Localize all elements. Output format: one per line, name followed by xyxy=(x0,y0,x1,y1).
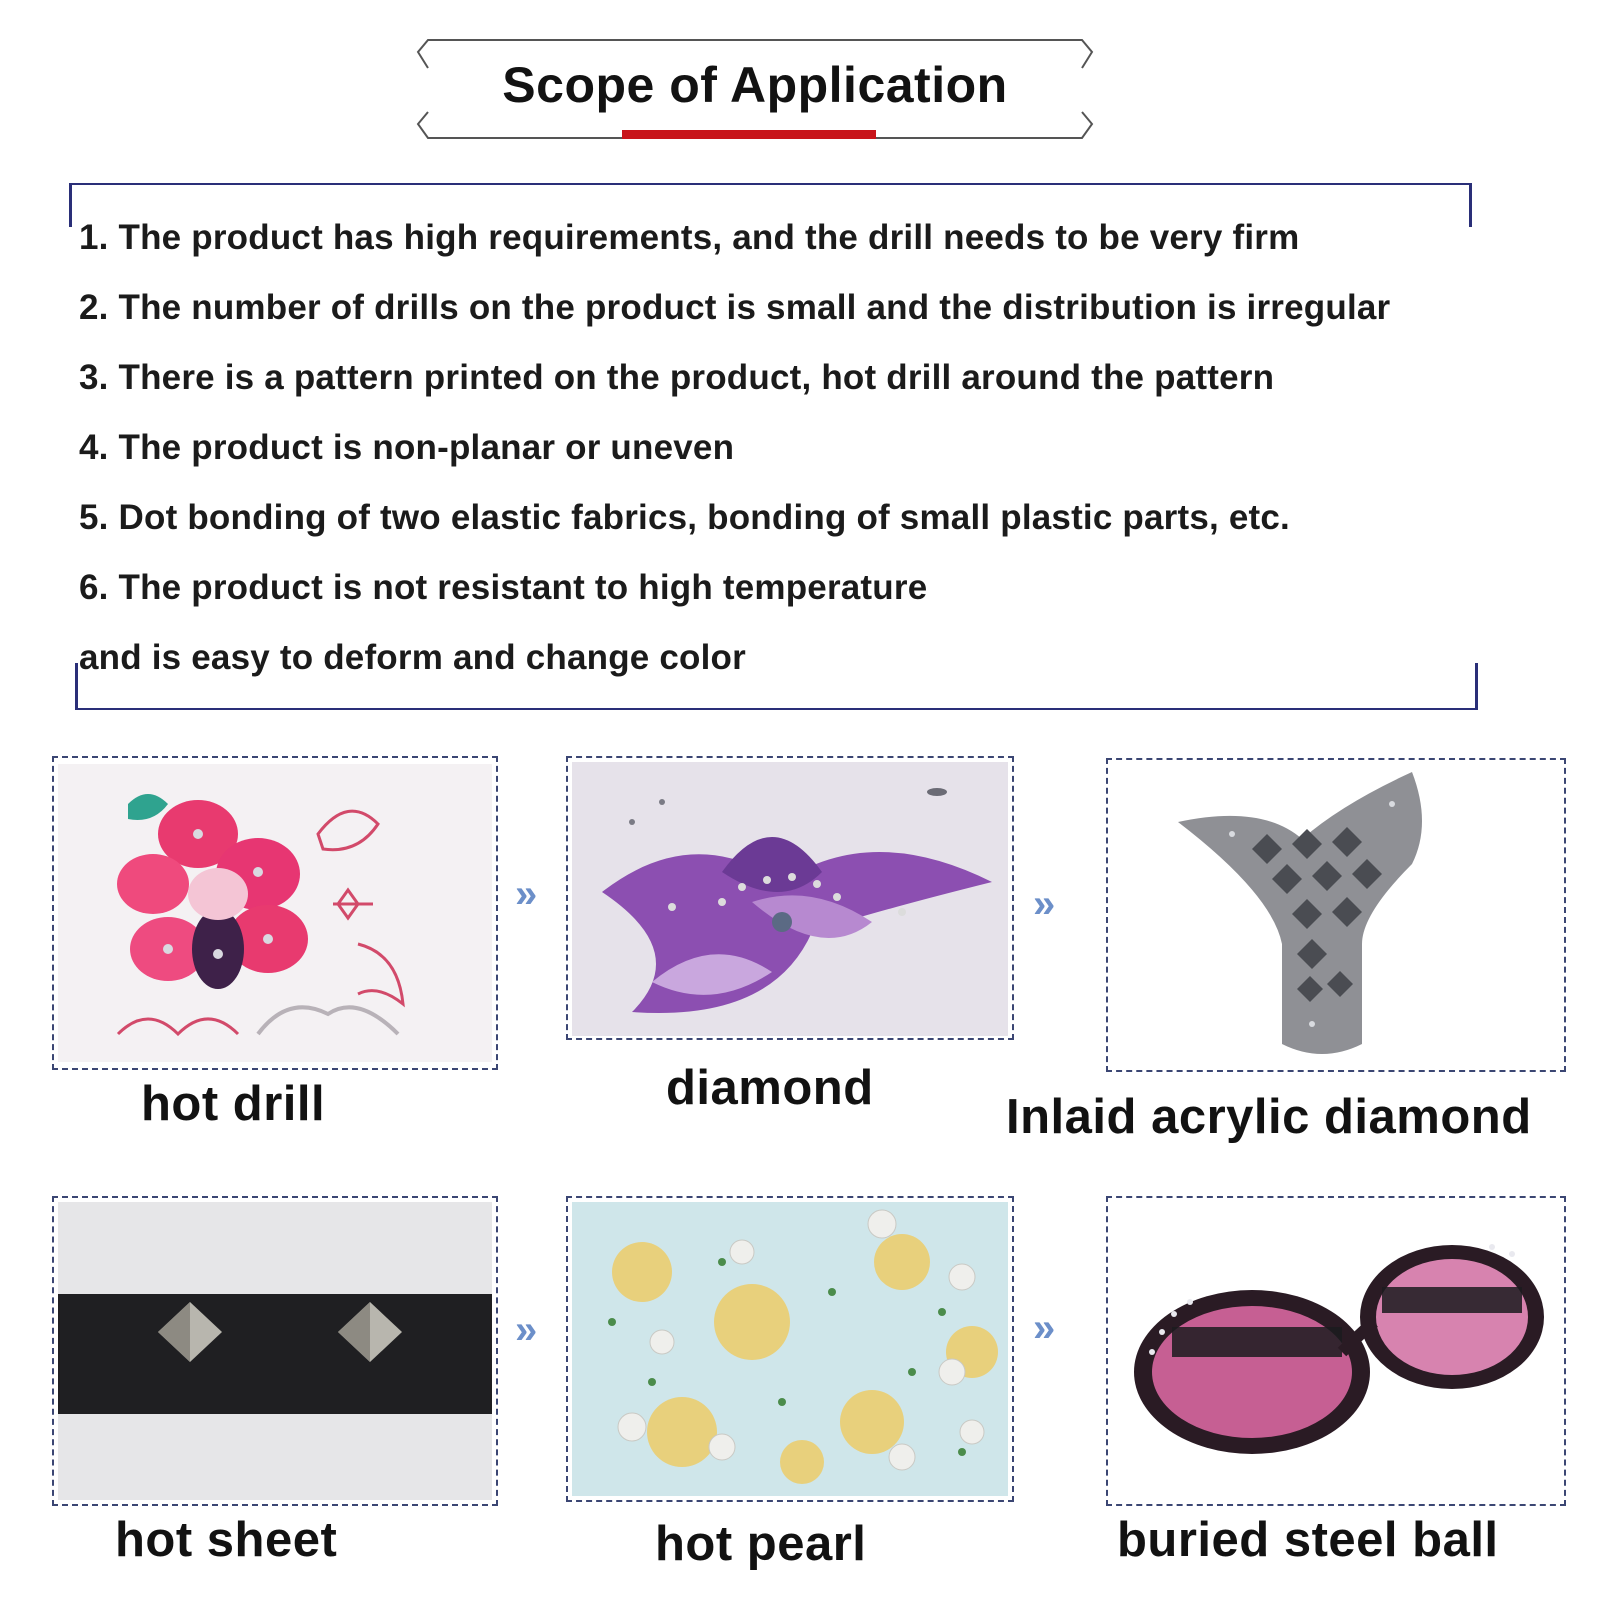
diamond-image xyxy=(572,762,1008,1036)
hot-pearl-image xyxy=(572,1202,1008,1496)
text-bracket-bottom-right xyxy=(1475,663,1478,710)
scope-line-7: and is easy to deform and change color xyxy=(79,638,746,677)
scope-line-6: 6. The product is not resistant to high temperature xyxy=(79,568,928,607)
scope-line-1: 1. The product has high requirements, and the drill needs to be very firm xyxy=(79,218,1300,257)
scope-line-2: 2. The number of drills on the product is small and the distribution is irregular xyxy=(79,288,1391,327)
scope-line-5: 5. Dot bonding of two elastic fabrics, bonding of small plastic parts, etc. xyxy=(79,498,1290,537)
hot-sheet-image xyxy=(58,1202,492,1500)
caption-buried-steel-ball: buried steel ball xyxy=(1117,1513,1499,1567)
caption-diamond: diamond xyxy=(666,1061,874,1115)
page-title: Scope of Application xyxy=(502,57,1008,113)
arrow-2-icon: » xyxy=(1033,882,1042,926)
arrow-1-icon: » xyxy=(515,872,524,916)
caption-hot-drill: hot drill xyxy=(141,1077,326,1131)
caption-inlaid-acrylic-diamond: Inlaid acrylic diamond xyxy=(1006,1090,1532,1144)
text-bracket-top xyxy=(69,183,1471,185)
inlaid-acrylic-diamond-image xyxy=(1112,764,1560,1066)
buried-steel-ball-image xyxy=(1112,1202,1560,1500)
arrow-4-icon: » xyxy=(1033,1306,1042,1350)
text-bracket-bottom xyxy=(75,708,1477,710)
hot-drill-image xyxy=(58,764,492,1062)
arrow-3-icon: » xyxy=(515,1308,524,1352)
caption-hot-pearl: hot pearl xyxy=(655,1517,867,1571)
text-bracket-top-right xyxy=(1469,183,1472,227)
text-bracket-bottom-left xyxy=(75,663,78,710)
scope-line-3: 3. There is a pattern printed on the product, hot drill around the pattern xyxy=(79,358,1275,397)
scope-line-4: 4. The product is non-planar or uneven xyxy=(79,428,735,467)
caption-hot-sheet: hot sheet xyxy=(115,1513,338,1567)
title-underline xyxy=(622,130,876,139)
text-bracket-top-left xyxy=(69,183,72,227)
